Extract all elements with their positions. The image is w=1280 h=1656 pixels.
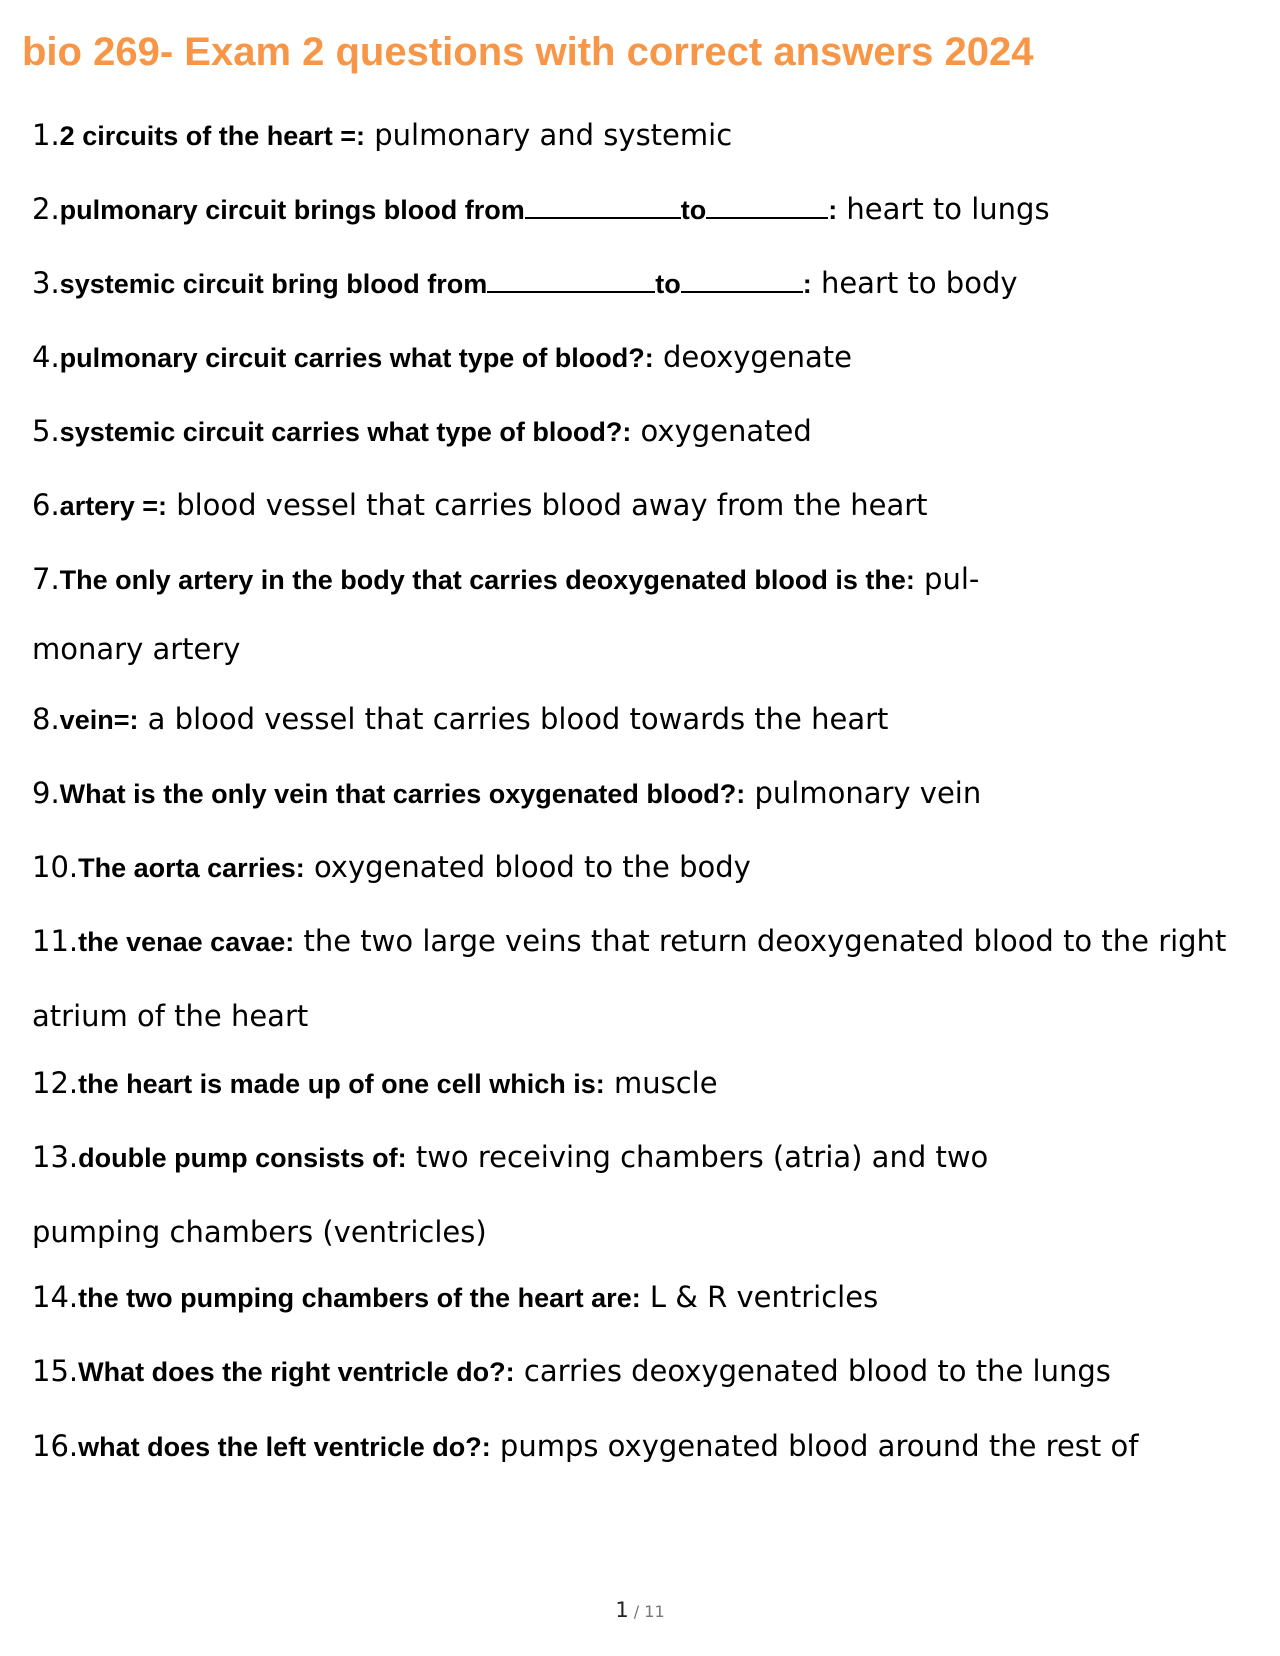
question-text: pulmonary circuit carries what type of blood?:: [59, 343, 654, 373]
item-number: 9.: [32, 776, 60, 810]
question-item-9: [32, 776, 1250, 810]
answer-text: deoxygenate: [653, 340, 853, 374]
question-item-4: [32, 340, 1250, 374]
item-number: 7.: [32, 562, 60, 596]
item-number: 1.: [32, 118, 60, 152]
question-text: The aorta carries:: [78, 853, 305, 883]
item-number: 8.: [32, 702, 60, 736]
question-text: systemic circuit bring blood from to :: [59, 269, 812, 299]
question-text: The only artery in the body that carries deoxygenated blood is the:: [59, 565, 915, 595]
question-item-12: [32, 1066, 1250, 1100]
question-text: double pump consists of:: [78, 1143, 407, 1173]
question-text: the venae cavae:: [78, 927, 295, 957]
item-number: 12.: [32, 1066, 79, 1100]
question-item-11: [32, 904, 1250, 1053]
current-page: 1: [615, 1598, 629, 1622]
question-text: systemic circuit carries what type of blood?:: [59, 417, 632, 447]
question-item-3: [32, 266, 1250, 300]
answer-text: pulmonary vein: [745, 776, 982, 810]
total-pages: 11: [644, 1602, 665, 1621]
answer-text: heart to lungs: [837, 192, 1050, 226]
question-text: what does the left ventricle do?:: [78, 1432, 491, 1462]
item-number: 11.: [32, 924, 79, 958]
question-text: vein=:: [59, 705, 139, 735]
answer-text: blood vessel that carries blood away from the heart: [167, 488, 928, 522]
answer-text: a blood vessel that carries blood towards the heart: [138, 702, 889, 736]
answer-text: carries deoxygenated blood to the lungs: [514, 1354, 1111, 1388]
item-number: 10.: [32, 850, 79, 884]
item-number: 6.: [32, 488, 60, 522]
item-number: 13.: [32, 1140, 79, 1174]
page-indicator: [0, 1598, 1280, 1622]
answer-text: pumps oxygenated blood around the rest of: [490, 1429, 1139, 1463]
answer-text: oxygenated blood to the body: [304, 850, 751, 884]
question-item-2: [32, 192, 1250, 226]
answer-text: pul-: [914, 562, 980, 596]
question-text: the heart is made up of one cell which is:: [78, 1069, 605, 1099]
answer-blank: [681, 269, 803, 293]
question-item-8: [32, 702, 1250, 736]
question-text: What does the right ventricle do?:: [78, 1357, 515, 1387]
question-text: 2 circuits of the heart =:: [59, 121, 366, 151]
question-item-15: [32, 1354, 1250, 1388]
question-item-7: [32, 562, 1250, 596]
answer-text: L & R ventricles: [640, 1280, 879, 1314]
question-item-1: [32, 118, 1250, 152]
answer-text: the two large veins that return deoxygenated blood to the right atrium of the heart: [32, 924, 1227, 1033]
document-title: bio 269- Exam 2 questions with correct answers 2024: [22, 30, 1034, 74]
question-item-16: [32, 1429, 1250, 1463]
item-number: 16.: [32, 1429, 79, 1463]
answer-text: two receiving chambers (atria) and two pumping chambers (ventricles): [32, 1140, 989, 1249]
answer-blank: [525, 195, 681, 219]
answer-blank: [487, 269, 655, 293]
question-text: the two pumping chambers of the heart are:: [78, 1283, 641, 1313]
question-item-14: [32, 1280, 1250, 1314]
answer-text: muscle: [604, 1066, 718, 1100]
answer-blank: [706, 195, 828, 219]
question-item-10: [32, 850, 1250, 884]
item-number: 15.: [32, 1354, 79, 1388]
item-number: 14.: [32, 1280, 79, 1314]
answer-text: heart to body: [811, 266, 1018, 300]
page-separator: /: [628, 1602, 645, 1621]
question-text: pulmonary circuit brings blood from to :: [59, 195, 838, 225]
question-item-6: [32, 488, 1250, 522]
question-text: What is the only vein that carries oxygenated blood?:: [59, 779, 746, 809]
question-item-13: [32, 1120, 1052, 1269]
item-number: 4.: [32, 340, 60, 374]
answer-continuation: monary artery: [32, 632, 241, 666]
question-text: artery =:: [59, 491, 167, 521]
question-item-5: [32, 414, 1250, 448]
item-number: 5.: [32, 414, 60, 448]
item-number: 3.: [32, 266, 60, 300]
answer-text: oxygenated: [631, 414, 812, 448]
answer-text: pulmonary and systemic: [365, 118, 733, 152]
item-number: 2.: [32, 192, 60, 226]
